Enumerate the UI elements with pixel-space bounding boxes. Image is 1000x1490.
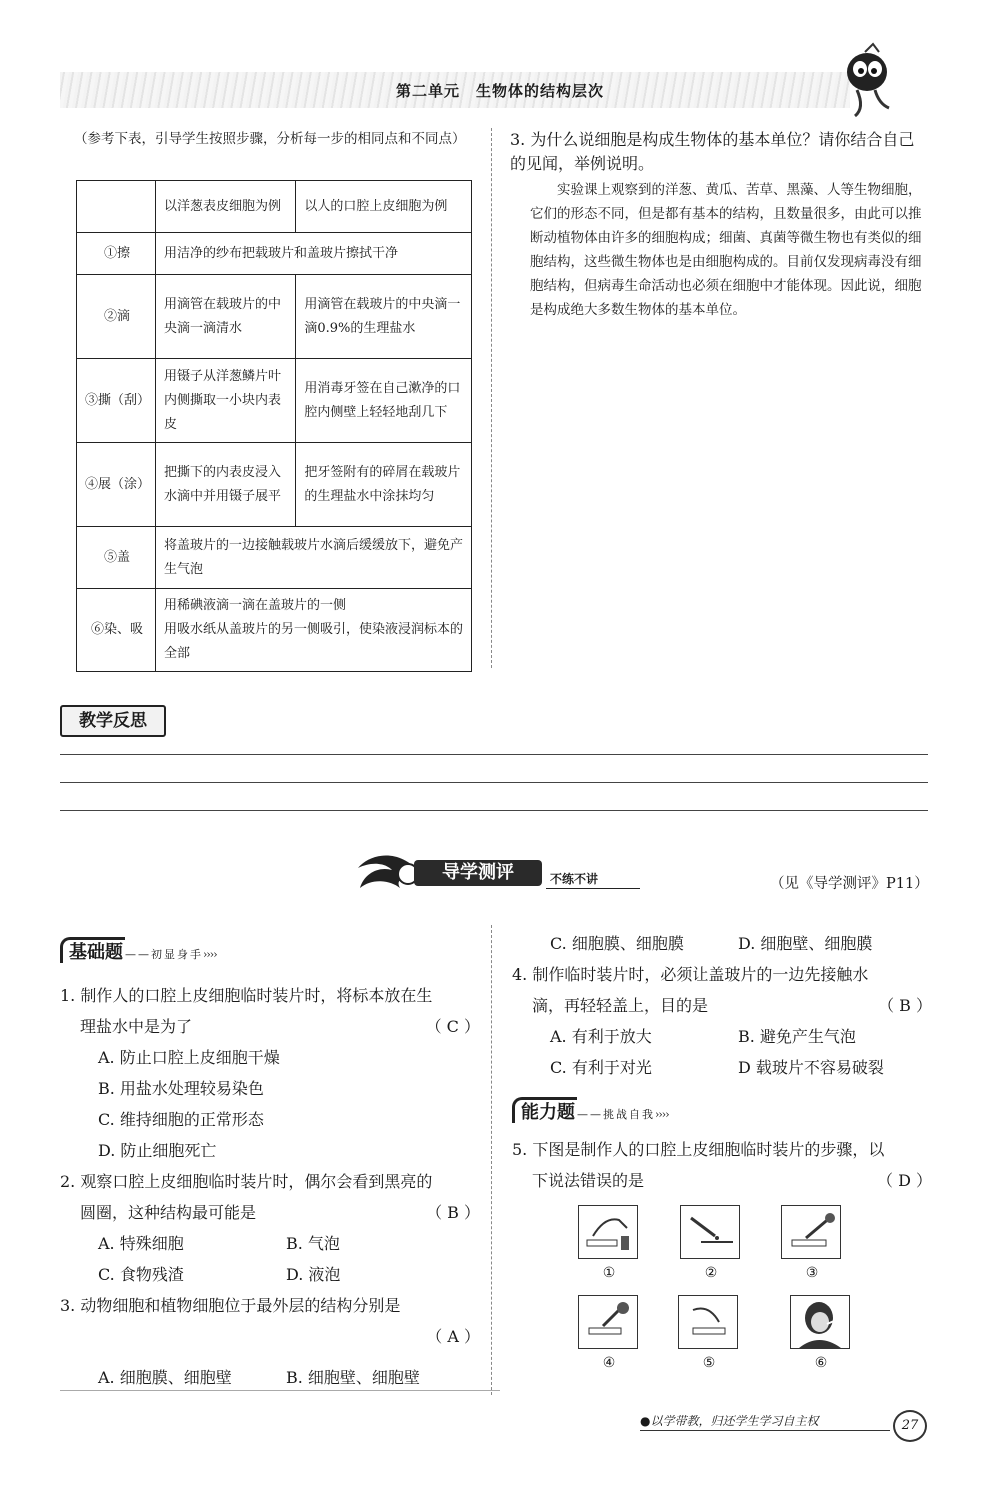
q1-option: C. 维持细胞的正常形态 bbox=[98, 1110, 264, 1129]
footer-rule bbox=[60, 1390, 500, 1391]
q4-option: B. 避免产生气泡 bbox=[738, 1027, 856, 1046]
q3-option: C. 细胞膜、细胞膜 bbox=[550, 934, 684, 953]
reference-note: （见《导学测评》P11） bbox=[770, 876, 929, 892]
step-cheek: 把牙签附有的碎屑在载玻片的生理盐水中涂抹均匀 bbox=[296, 443, 472, 527]
question-2 bbox=[60, 1166, 480, 1290]
q1-line1: 1. 制作人的口腔上皮细胞临时装片时，将标本放在生 bbox=[60, 986, 433, 1005]
step-label: ①擦 bbox=[77, 233, 156, 275]
step-2-figure bbox=[680, 1205, 740, 1259]
test-banner bbox=[350, 848, 640, 898]
step-label: ⑥染、吸 bbox=[77, 589, 156, 672]
question-3-essay: 3. 为什么说细胞是构成生物体的基本单位？请你结合自己的见闻，举例说明。 bbox=[510, 130, 915, 173]
chevrons-icon: ›››› bbox=[655, 1108, 669, 1121]
basic-section-head bbox=[60, 938, 217, 964]
footer-underline bbox=[640, 1430, 890, 1431]
step-label: ④展（涂） bbox=[77, 443, 156, 527]
q1-option: B. 用盐水处理较易染色 bbox=[98, 1079, 264, 1098]
q4-line2: 滴，再轻轻盖上，目的是 bbox=[532, 996, 709, 1015]
column-divider-bottom bbox=[491, 925, 492, 1395]
step-3-label: ③ bbox=[805, 1265, 819, 1281]
ability-title: 能力题 bbox=[512, 1097, 577, 1123]
column-divider bbox=[491, 128, 492, 668]
step-cheek: 用消毒牙签在自己漱净的口腔内侧壁上轻轻地刮几下 bbox=[296, 359, 472, 443]
basic-title: 基础题 bbox=[60, 937, 125, 963]
procedure-table bbox=[76, 180, 472, 672]
q4-line1: 4. 制作临时装片时，必须让盖玻片的一边先接触水 bbox=[512, 965, 869, 984]
step-1-label: ① bbox=[602, 1265, 616, 1281]
q3-answer: （ A ） bbox=[426, 1327, 480, 1346]
q2-line2: 圆圈，这种结构最可能是 bbox=[80, 1203, 257, 1222]
step-onion: 用滴管在载玻片的中央滴一滴清水 bbox=[156, 275, 296, 359]
col-header-onion: 以洋葱表皮细胞为例 bbox=[156, 181, 296, 233]
q2-answer: （ B ） bbox=[426, 1203, 480, 1222]
page-number: 27 bbox=[893, 1410, 927, 1442]
step-2-label: ② bbox=[704, 1265, 718, 1281]
step-5-figure bbox=[678, 1295, 738, 1349]
q1-option: A. 防止口腔上皮细胞干燥 bbox=[98, 1048, 280, 1067]
step-5-label: ⑤ bbox=[702, 1355, 716, 1371]
basic-subtitle: ——初显身手 bbox=[125, 948, 203, 961]
q2-line1: 2. 观察口腔上皮细胞临时装片时，偶尔会看到黑亮的 bbox=[60, 1172, 433, 1191]
q2-option: D. 液泡 bbox=[286, 1265, 341, 1284]
q1-line2: 理盐水中是为了 bbox=[80, 1017, 193, 1036]
q5-line1: 5. 下图是制作人的口腔上皮细胞临时装片的步骤，以 bbox=[512, 1140, 885, 1159]
q4-option: C. 有利于对光 bbox=[550, 1058, 652, 1077]
step-onion: 用镊子从洋葱鳞片叶内侧撕取一小块内表皮 bbox=[156, 359, 296, 443]
writing-line bbox=[60, 754, 928, 755]
col-header-cheek: 以人的口腔上皮细胞为例 bbox=[296, 181, 472, 233]
q2-option: A. 特殊细胞 bbox=[98, 1234, 184, 1253]
q1-option: D. 防止细胞死亡 bbox=[98, 1141, 217, 1160]
question-3-continued bbox=[512, 928, 932, 1083]
q3-option: D. 细胞壁、细胞膜 bbox=[738, 934, 873, 953]
step-1-figure bbox=[578, 1205, 638, 1259]
banner-underline bbox=[546, 888, 640, 889]
writing-line bbox=[60, 810, 928, 811]
q4-answer: （ B ） bbox=[878, 996, 932, 1015]
ability-subtitle: ——挑战自我 bbox=[577, 1108, 655, 1121]
step-merged: 用洁净的纱布把载玻片和盖玻片擦拭干净 bbox=[156, 233, 472, 275]
q1-answer: （ C ） bbox=[425, 1017, 480, 1036]
step-4-label: ④ bbox=[602, 1355, 616, 1371]
unit-title: 第二单元 生物体的结构层次 bbox=[395, 82, 604, 100]
step-onion: 把撕下的内表皮浸入水滴中并用镊子展平 bbox=[156, 443, 296, 527]
banner-title: 导学测评 bbox=[414, 860, 542, 886]
step-4-figure bbox=[578, 1295, 638, 1349]
step-merged: 将盖玻片的一边接触载玻片水滴后缓缓放下，避免产生气泡 bbox=[156, 527, 472, 589]
q3-option: A. 细胞膜、细胞壁 bbox=[98, 1368, 232, 1387]
q2-option: B. 气泡 bbox=[286, 1234, 340, 1253]
banner-subtitle: 不练不讲 bbox=[550, 872, 599, 886]
step-6-label: ⑥ bbox=[814, 1355, 828, 1371]
reflection-label: 教学反思 bbox=[60, 705, 166, 737]
step-label: ②滴 bbox=[77, 275, 156, 359]
footer-slogan: ●以学带教，归还学生学习自主权 bbox=[640, 1414, 819, 1428]
q5-line2: 下说法错误的是 bbox=[532, 1171, 645, 1190]
step-6-figure bbox=[790, 1295, 850, 1349]
question-5 bbox=[512, 1134, 932, 1196]
q3-option: B. 细胞壁、细胞壁 bbox=[286, 1368, 420, 1387]
step-label: ⑤盖 bbox=[77, 527, 156, 589]
step-label: ③撕（刮） bbox=[77, 359, 156, 443]
step-3-figure bbox=[781, 1205, 841, 1259]
answer-3-essay: 实验课上观察到的洋葱、黄瓜、苦草、黑藻、人等生物细胞，它们的形态不同，但是都有基本的结构，且数量很多，由此可以推断动植物体由许多的细胞构成；细菌、真菌等微生物也有类似的细胞结构，这些微生物体也是由细胞构成的。目前仅发现病毒没有细胞结构，但病毒生命活动也必须在细胞中才能体现。因此说，细胞是构成绝大多数生物体的基本单位。 bbox=[530, 182, 922, 318]
q3-line1: 3. 动物细胞和植物细胞位于最外层的结构分别是 bbox=[60, 1296, 401, 1315]
chevrons-icon: ›››› bbox=[203, 948, 217, 961]
question-3 bbox=[60, 1290, 480, 1393]
writing-line bbox=[60, 782, 928, 783]
q4-option: A. 有利于放大 bbox=[550, 1027, 652, 1046]
q5-answer: （ D ） bbox=[876, 1171, 932, 1190]
step-cheek: 用滴管在载玻片的中央滴一滴0.9%的生理盐水 bbox=[296, 275, 472, 359]
table-corner bbox=[77, 181, 156, 233]
question-1 bbox=[60, 980, 480, 1166]
q4-option: D 载玻片不容易破裂 bbox=[738, 1058, 884, 1077]
q2-option: C. 食物残渣 bbox=[98, 1265, 184, 1284]
table-note: （参考下表，引导学生按照步骤，分析每一步的相同点和不同点） bbox=[74, 131, 466, 147]
ability-section-head bbox=[512, 1098, 669, 1124]
step-merged: 用稀碘液滴一滴在盖玻片的一侧 用吸水纸从盖玻片的另一侧吸引，使染液浸润标本的全部 bbox=[156, 589, 472, 672]
mascot-icon bbox=[835, 42, 905, 122]
